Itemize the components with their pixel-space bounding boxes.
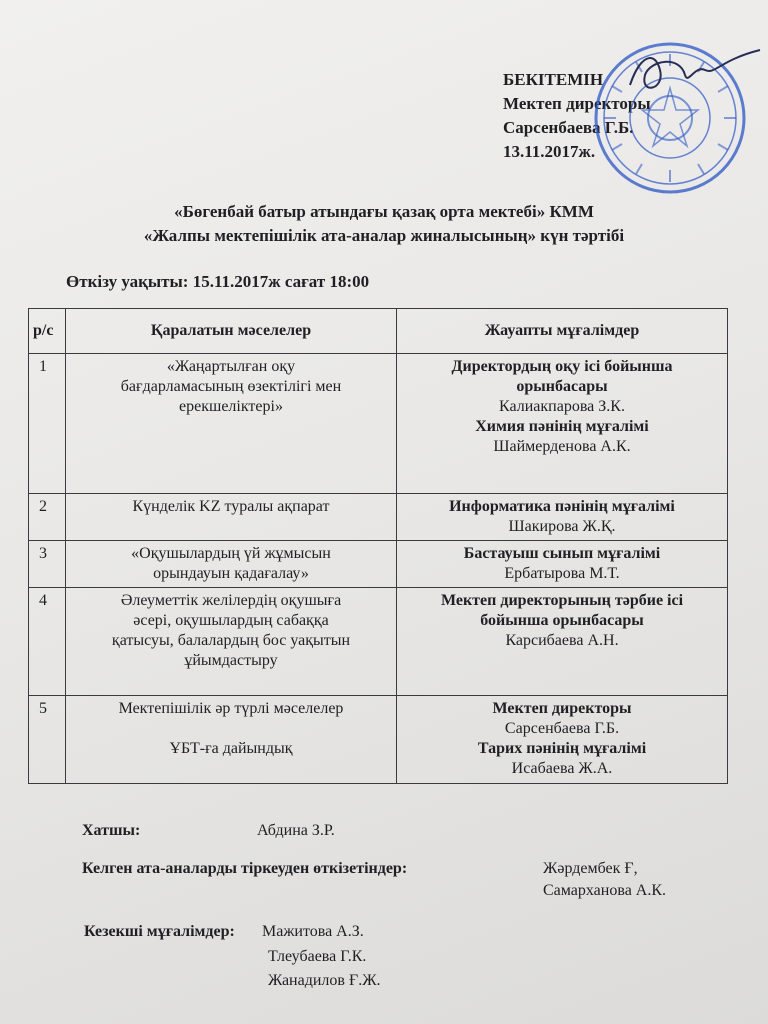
- duty-name-2: Тлеубаева Г.К.: [268, 948, 367, 965]
- responsible-role: Бастауыш сынып мұғалімі: [463, 545, 661, 562]
- document-heading: [0, 200, 768, 248]
- responsible-role: Информатика пәнінің мұғалімі: [449, 498, 675, 515]
- row-responsible: [397, 494, 728, 541]
- row-issue: [66, 696, 397, 784]
- secretary-name: Абдина З.Р.: [257, 822, 335, 839]
- issue-line: ұйымдастыру: [184, 652, 278, 669]
- duty-name-1: Мажитова А.З.: [262, 923, 364, 940]
- responsible-role: бойынша орынбасары: [480, 612, 644, 629]
- responsible-role: Химия пәнінің мұғалімі: [475, 418, 649, 435]
- issue-line: қатысуы, балалардың бос уақытын: [111, 632, 351, 649]
- responsible-role: Тарих пәнінің мұғалімі: [477, 740, 647, 757]
- registration-label: Келген ата-аналарды тіркеуден өткізетіндер:: [82, 860, 408, 877]
- duty-name-3: Жанадилов Ғ.Ж.: [268, 972, 381, 989]
- issue-line: орындауын қадағалау»: [153, 565, 309, 582]
- signature: [610, 45, 768, 105]
- header-issues: Қаралатын мәселелер: [66, 309, 397, 354]
- issue-line: «Оқушылардың үй жұмысын: [131, 545, 331, 562]
- row-issue: [66, 494, 397, 541]
- registration-name-2: Самарханова А.К.: [543, 882, 667, 899]
- issue-line: Күнделік KZ туралы ақпарат: [132, 498, 330, 515]
- table-header-row: [29, 309, 728, 354]
- responsible-person: Шаймерденова А.К.: [493, 438, 631, 455]
- row-responsible: [397, 354, 728, 494]
- responsible-person: Шакирова Ж.Қ.: [508, 518, 616, 535]
- responsible-role: Мектеп директоры: [492, 700, 632, 717]
- responsible-person: Сарсенбаева Г.Б.: [504, 720, 620, 737]
- responsible-person: Ербатырова М.Т.: [504, 565, 620, 582]
- issue-line: бағдарламасының өзектілігі мен: [120, 378, 342, 395]
- table-row: [29, 696, 728, 784]
- secretary-label: Хатшы:: [82, 822, 141, 839]
- issue-line: [72, 719, 390, 739]
- row-number: 5: [29, 696, 66, 784]
- issue-line: Әлеуметтік желілердің оқушыға: [120, 592, 342, 609]
- responsible-role: Мектеп директорының тәрбие ісі: [440, 592, 684, 609]
- responsible-person: Калиакпарова З.К.: [499, 398, 625, 415]
- table-row: [29, 494, 728, 541]
- issue-line: ҰБТ-ға дайындық: [169, 740, 293, 757]
- row-number: 3: [29, 541, 66, 588]
- row-issue: [66, 354, 397, 494]
- header-number: р/с: [29, 309, 66, 354]
- heading-agenda: «Жалпы мектепішілік ата-аналар жиналысының» күн тәртібі: [143, 226, 625, 245]
- row-number: 1: [29, 354, 66, 494]
- issue-line: әсері, оқушылардың сабаққа: [133, 612, 329, 629]
- issue-line: «Жаңартылған оқу: [166, 358, 296, 375]
- approval-date: 13.11.2017ж.: [503, 142, 596, 161]
- table-row: [29, 541, 728, 588]
- responsible-role: орынбасары: [516, 378, 608, 395]
- row-issue: [66, 541, 397, 588]
- row-responsible: [397, 541, 728, 588]
- meeting-time: Өткізу уақыты: 15.11.2017ж сағат 18:00: [66, 272, 370, 291]
- row-responsible: [397, 696, 728, 784]
- registration-name-1: Жәрдембек Ғ,: [543, 860, 638, 877]
- issue-line: ерекшеліктері»: [179, 398, 283, 415]
- row-number: 4: [29, 588, 66, 696]
- issue-line: Мектепішілік әр түрлі мәселелер: [118, 700, 344, 717]
- heading-school: «Бөгенбай батыр атындағы қазақ орта мектебі» КММ: [174, 202, 594, 221]
- responsible-person: Исабаева Ж.А.: [511, 760, 613, 777]
- row-responsible: [397, 588, 728, 696]
- responsible-role: Директордың оқу ісі бойынша: [451, 358, 673, 375]
- row-number: 2: [29, 494, 66, 541]
- agenda-table: [28, 308, 728, 784]
- approval-name: Сарсенбаева Г.Б.: [503, 118, 634, 137]
- table-row: [29, 354, 728, 494]
- approval-position: Мектеп директоры: [503, 94, 651, 113]
- responsible-person: Карсибаева А.Н.: [505, 632, 619, 649]
- duty-label: Кезекші мұғалімдер:: [84, 923, 235, 940]
- row-issue: [66, 588, 397, 696]
- table-row: [29, 588, 728, 696]
- approval-title: БЕКІТЕМІН: [503, 70, 604, 89]
- header-responsible: Жауапты мұғалімдер: [397, 309, 728, 354]
